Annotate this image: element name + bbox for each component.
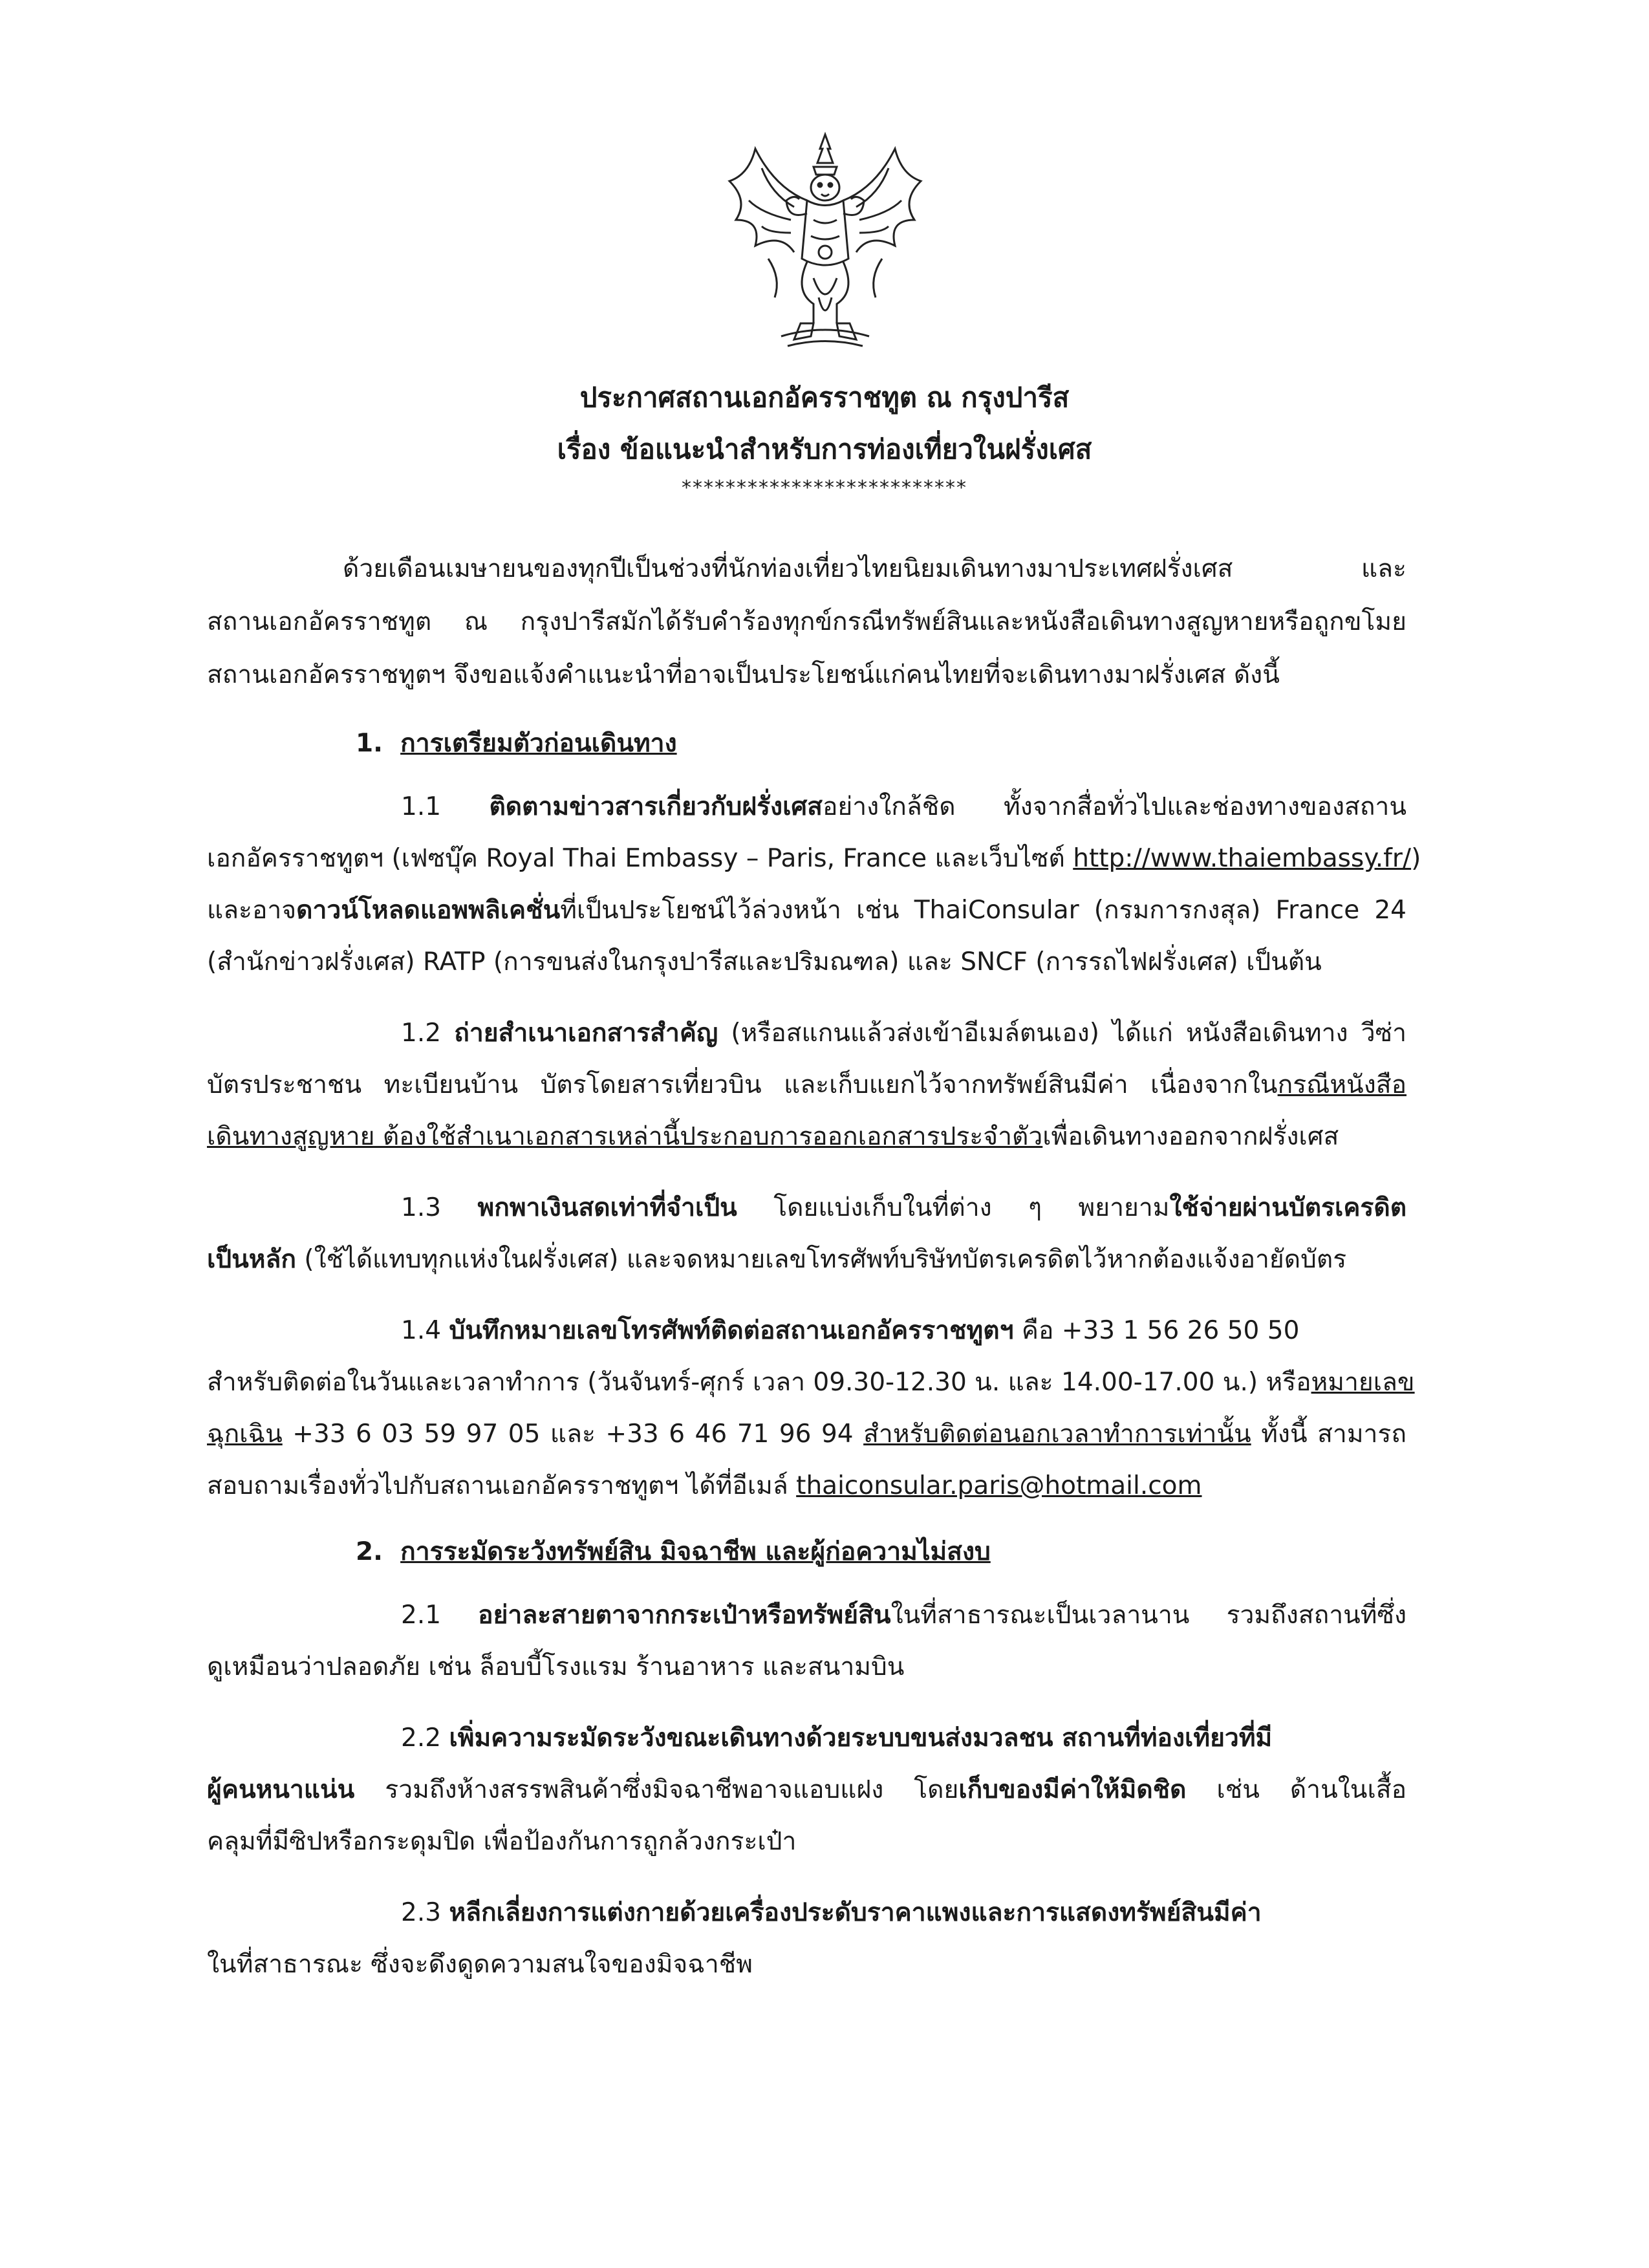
paragraph-line (401, 788, 1406, 826)
section-number: 2. (356, 1537, 383, 1566)
bold-phrase: ผู้คนหนาแน่น (207, 1775, 355, 1804)
text-run: อย่างใกล้ชิด ทั้งจากสื่อทั่วไปและช่องทางของสถาน (822, 792, 1406, 821)
item-number: 1.2 (401, 1019, 442, 1048)
item-number: 2.1 (401, 1601, 442, 1630)
bold-phrase: บันทึกหมายเลขโทรศัพท์ติดต่อสถานเอกอัครราชทูตฯ (449, 1316, 1014, 1345)
paragraph-line (401, 1894, 1262, 1932)
underlined-phrase: หมายเลข (1311, 1368, 1415, 1397)
paragraph-line (401, 1596, 1406, 1635)
text-run: สอบถามเรื่องทั่วไปกับสถานเอกอัครราชทูตฯ ได้ที่อีเมล์ (207, 1471, 797, 1500)
announcement-header (0, 372, 1649, 501)
intro-line: ด้วยเดือนเมษายนของทุกปีเป็นช่วงที่นักท่องเที่ยวไทยนิยมเดินทางมาประเทศฝรั่งเศส และ (343, 554, 1406, 583)
paragraph-line (207, 1118, 1339, 1156)
text-run: สำหรับติดต่อในวันและเวลาทำการ (วันจันทร์-ศุกร์ เวลา 09.30-12.30 น. และ 14.00-17.00 น.) หรือ (207, 1368, 1311, 1397)
bold-phrase: ใช้จ่ายผ่านบัตรเครดิต (1169, 1193, 1407, 1222)
text-run: คือ +33 1 56 26 50 50 (1013, 1316, 1300, 1345)
paragraph-line: ในที่สาธารณะ ซึ่งจะดึงดูดความสนใจของมิจฉาชีพ (207, 1950, 753, 1979)
consular-email-link[interactable]: thaiconsular.paris@hotmail.com (796, 1471, 1202, 1500)
paragraph-line (401, 1189, 1406, 1227)
item-number: 2.3 (401, 1898, 442, 1927)
paragraph-line (207, 891, 1406, 930)
item-number: 2.2 (401, 1723, 442, 1753)
intro-line: สถานเอกอัครราชทูต ณ กรุงปารีสมักได้รับคำร้องทุกข์กรณีทรัพย์สินและหนังสือเดินทางสูญหายหรือถูกขโมย (207, 607, 1406, 636)
paragraph-line (207, 1363, 1415, 1402)
paragraph-line: ดูเหมือนว่าปลอดภัย เช่น ล็อบบี้โรงแรม ร้านอาหาร และสนามบิน (207, 1652, 905, 1681)
section-heading (356, 724, 677, 763)
bold-phrase: พกพาเงินสดเท่าที่จำเป็น (477, 1193, 737, 1222)
bold-phrase: เป็นหลัก (207, 1245, 296, 1274)
underlined-phrase: กรณีหนังสือ (1277, 1070, 1406, 1099)
bold-phrase: ถ่ายสำเนาเอกสารสำคัญ (454, 1019, 718, 1048)
paragraph-line (207, 839, 1421, 878)
paragraph-line (207, 1066, 1406, 1105)
bold-phrase: ติดตามข่าวสารเกี่ยวกับฝรั่งเศส (489, 792, 823, 821)
section-heading (356, 1533, 991, 1571)
section-number: 1. (356, 729, 383, 758)
paragraph-line (401, 1719, 1272, 1758)
bold-phrase: ดาวน์โหลดแอพพลิเคชั่น (296, 896, 561, 925)
text-run: เพื่อเดินทางออกจากฝรั่งเศส (1042, 1122, 1339, 1151)
text-run: รวมถึงห้างสรรพสินค้าซึ่งมิจฉาชีพอาจแอบแฝง โดย (354, 1775, 959, 1804)
paragraph-line (207, 1771, 1406, 1809)
bold-phrase: เพิ่มความระมัดระวังขณะเดินทางด้วยระบบขนส่งมวลชน สถานที่ท่องเที่ยวที่มี (449, 1723, 1273, 1753)
underlined-phrase: ฉุกเฉิน (207, 1420, 283, 1449)
underlined-phrase: เดินทางสูญหาย ต้องใช้สำเนาเอกสารเหล่านี้ประกอบการออกเอกสารประจำตัว (207, 1122, 1043, 1151)
paragraph-line (401, 1312, 1299, 1350)
paragraph-line (207, 1467, 1202, 1506)
announcement-subject: เรื่อง ข้อแนะนำสำหรับการท่องเที่ยวในฝรั่งเศส (557, 433, 1092, 465)
text-run: และอาจ (207, 896, 297, 925)
bold-phrase: เก็บของมีค่าให้มิดชิด (958, 1775, 1187, 1804)
text-run: ) (1411, 844, 1421, 873)
text-run: ในที่สาธารณะเป็นเวลานาน รวมถึงสถานที่ซึ่ง (890, 1601, 1406, 1630)
paragraph-line (207, 1415, 1406, 1454)
bold-phrase: หลีกเลี่ยงการแต่งกายด้วยเครื่องประดับราคาแพงและการแสดงทรัพย์สินมีค่า (449, 1898, 1262, 1927)
paragraph-line: (สำนักข่าวฝรั่งเศส) RATP (การขนส่งในกรุงปารีสและปริมณฑล) และ SNCF (การรถไฟฝรั่งเศส) เป็นต้น (207, 947, 1322, 977)
title-divider: ************************** (682, 477, 967, 499)
item-number: 1.4 (401, 1316, 442, 1345)
text-run: (ใช้ได้แทบทุกแห่งในฝรั่งเศส) และจดหมายเลขโทรศัพท์บริษัทบัตรเครดิตไว้หากต้องแจ้งอายัดบัตร (296, 1245, 1347, 1274)
garuda-emblem-icon (717, 129, 934, 357)
section-title: การเตรียมตัวก่อนเดินทาง (400, 729, 677, 758)
item-number: 1.1 (401, 792, 442, 821)
item-number: 1.3 (401, 1193, 442, 1222)
text-run: เช่น ด้านในเสื้อ (1186, 1775, 1406, 1804)
text-run: ทั้งนี้ สามารถ (1251, 1420, 1406, 1449)
text-run: ที่เป็นประโยชน์ไว้ล่วงหน้า เช่น ThaiConsular (กรมการกงสุล) France 24 (560, 896, 1406, 925)
underlined-phrase: สำหรับติดต่อนอกเวลาทำการเท่านั้น (863, 1420, 1251, 1449)
intro-line: สถานเอกอัครราชทูตฯ จึงขอแจ้งคำแนะนำที่อาจเป็นประโยชน์แก่คนไทยที่จะเดินทางมาฝรั่งเศส ดังนี้ (207, 660, 1280, 689)
embassy-website-link[interactable]: http://www.thaiembassy.fr/ (1073, 844, 1412, 873)
bold-phrase: อย่าละสายตาจากกระเป๋าหรือทรัพย์สิน (478, 1601, 891, 1630)
paragraph-line (401, 1014, 1406, 1053)
paragraph-line: คลุมที่มีซิปหรือกระดุมปิด เพื่อป้องกันการถูกล้วงกระเป๋า (207, 1827, 797, 1856)
text-run: (หรือสแกนแล้วส่งเข้าอีเมล์ตนเอง) ได้แก่ หนังสือเดินทาง วีซ่า (718, 1019, 1406, 1048)
text-run: +33 6 03 59 97 05 และ +33 6 46 71 96 94 (282, 1420, 864, 1449)
text-run: บัตรประชาชน ทะเบียนบ้าน บัตรโดยสารเที่ยวบิน และเก็บแยกไว้จากทรัพย์สินมีค่า เนื่องจากใน (207, 1070, 1278, 1099)
announcement-title: ประกาศสถานเอกอัครราชทูต ณ กรุงปารีส (579, 382, 1070, 413)
paragraph-line (207, 1240, 1346, 1279)
text-run: เอกอัครราชทูตฯ (เฟซบุ๊ค Royal Thai Embassy – Paris, France และเว็บไซต์ (207, 844, 1073, 873)
text-run: โดยแบ่งเก็บในที่ต่าง ๆ พยายาม (737, 1193, 1170, 1222)
section-title: การระมัดระวังทรัพย์สิน มิจฉาชีพ และผู้ก่อความไม่สงบ (400, 1537, 991, 1566)
